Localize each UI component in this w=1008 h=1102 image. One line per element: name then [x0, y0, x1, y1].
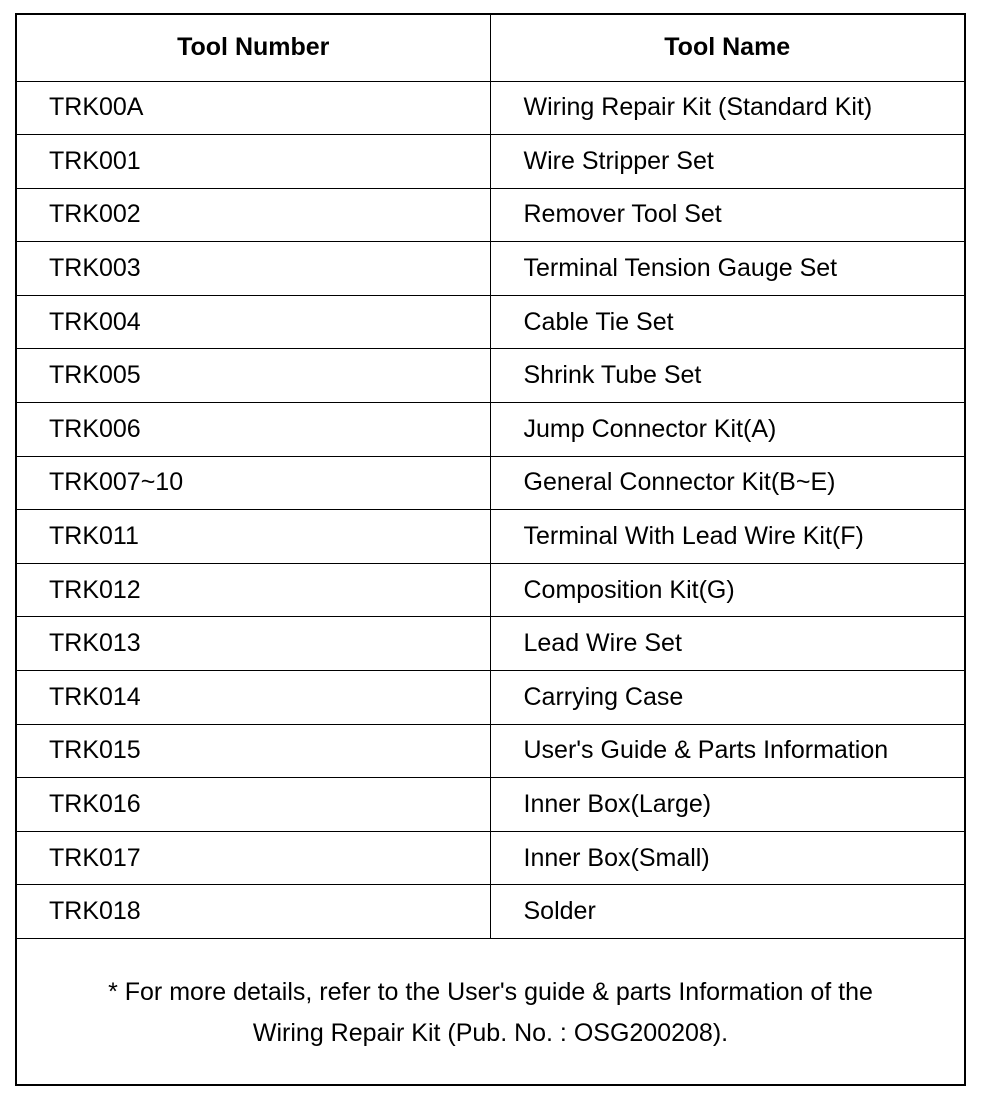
tool-number-cell: TRK016: [17, 778, 490, 832]
column-header-tool-number: Tool Number: [17, 15, 490, 81]
tool-number-cell: TRK018: [17, 885, 490, 939]
tool-number-cell: TRK013: [17, 617, 490, 671]
table-row: [17, 81, 964, 135]
tool-number-cell: TRK005: [17, 349, 490, 403]
tool-number-cell: TRK002: [17, 188, 490, 242]
tool-number-cell: TRK017: [17, 831, 490, 885]
table-row: [17, 135, 964, 189]
tool-number-cell: TRK003: [17, 242, 490, 296]
table-row: [17, 403, 964, 457]
tool-name-cell: Wire Stripper Set: [490, 135, 964, 189]
table-row: [17, 563, 964, 617]
footnote: [17, 939, 964, 1054]
tool-name-cell: Inner Box(Large): [490, 778, 964, 832]
footnote-line-2: Wiring Repair Kit (Pub. No. : OSG200208).: [252, 1019, 729, 1047]
tool-name-cell: Remover Tool Set: [490, 188, 964, 242]
table-row: [17, 295, 964, 349]
tool-name-cell: Solder: [490, 885, 964, 939]
tool-number-cell: TRK006: [17, 403, 490, 457]
tool-number-cell: TRK00A: [17, 81, 490, 135]
tool-name-cell: Terminal Tension Gauge Set: [490, 242, 964, 296]
tool-number-cell: TRK004: [17, 295, 490, 349]
tool-number-cell: TRK001: [17, 135, 490, 189]
column-header-tool-name: Tool Name: [490, 15, 964, 81]
tool-name-cell: Lead Wire Set: [490, 617, 964, 671]
tool-number-cell: TRK011: [17, 510, 490, 564]
table-row: [17, 349, 964, 403]
tool-name-cell: Shrink Tube Set: [490, 349, 964, 403]
tool-number-cell: TRK014: [17, 671, 490, 725]
tool-number-cell: TRK012: [17, 563, 490, 617]
tool-list-document: [15, 13, 966, 1086]
tool-name-cell: Composition Kit(G): [490, 563, 964, 617]
tool-name-cell: Cable Tie Set: [490, 295, 964, 349]
table-row: [17, 671, 964, 725]
tool-number-cell: TRK007~10: [17, 456, 490, 510]
table-header-row: [17, 15, 964, 81]
table-row: [17, 885, 964, 939]
tool-number-cell: TRK015: [17, 724, 490, 778]
table-row: [17, 456, 964, 510]
table-row: [17, 188, 964, 242]
tool-table: [17, 15, 964, 939]
table-row: [17, 617, 964, 671]
tool-name-cell: Inner Box(Small): [490, 831, 964, 885]
table-row: [17, 510, 964, 564]
table-row: [17, 778, 964, 832]
table-row: [17, 724, 964, 778]
tool-name-cell: Carrying Case: [490, 671, 964, 725]
table-row: [17, 831, 964, 885]
tool-name-cell: Wiring Repair Kit (Standard Kit): [490, 81, 964, 135]
footnote-line-1: * For more details, refer to the User's guide & parts Information of the: [108, 978, 873, 1006]
tool-name-cell: User's Guide & Parts Information: [490, 724, 964, 778]
table-row: [17, 242, 964, 296]
tool-name-cell: Terminal With Lead Wire Kit(F): [490, 510, 964, 564]
tool-name-cell: General Connector Kit(B~E): [490, 456, 964, 510]
tool-name-cell: Jump Connector Kit(A): [490, 403, 964, 457]
